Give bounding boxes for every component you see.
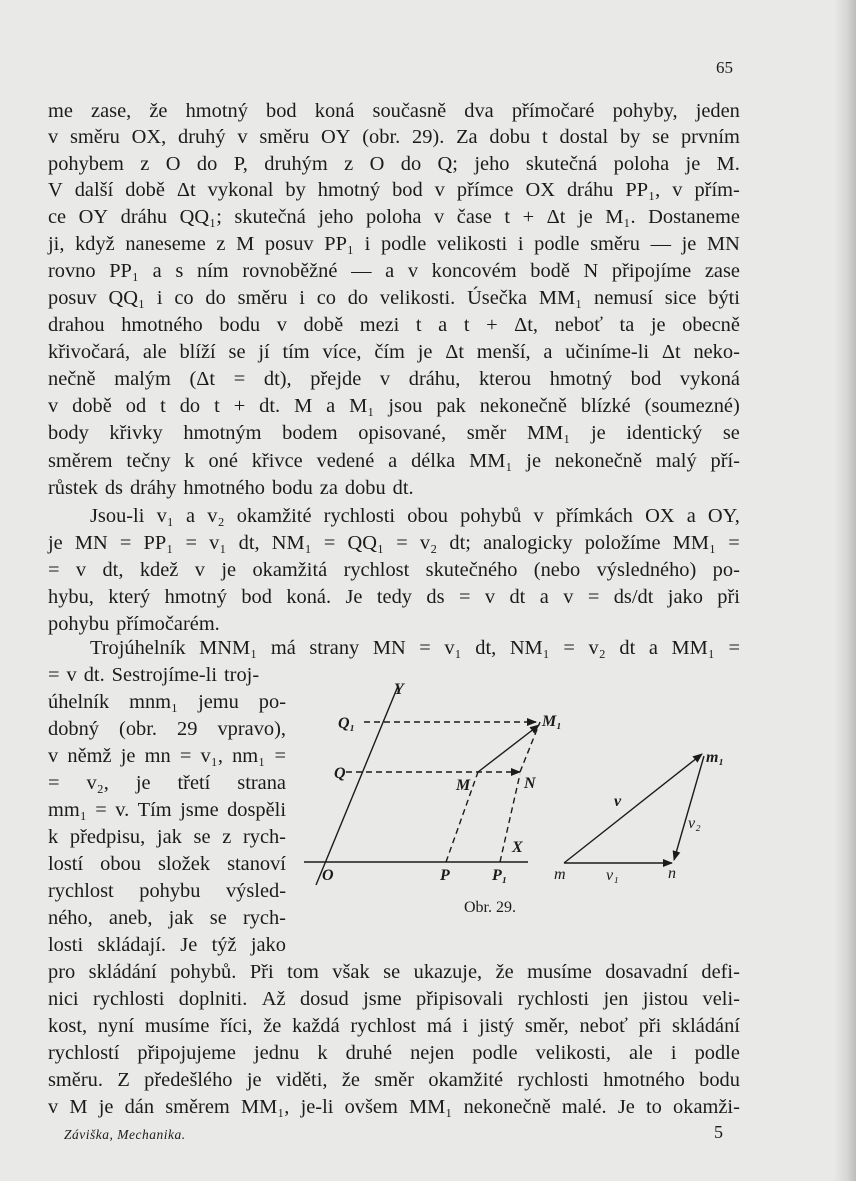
text-line: pohybu přímočarém. (48, 613, 220, 635)
text-line: v době od t do t + dt. M a M₁ jsou pak nekonečně blízké (soumezné) (48, 395, 740, 417)
label-y: Y (394, 681, 404, 698)
text-line: = v dt. Sestrojíme-li troj- (48, 664, 260, 686)
text-line: ného, aneb, jak se rych- (48, 907, 286, 929)
text-line: ji, když naneseme z M posuv PP₁ i podle velikosti i podle směru — je MN (48, 233, 740, 255)
text-line: rovno PP₁ a s ním rovnoběžné — a v koncovém bodě N připojíme zase (48, 260, 740, 282)
text-line: Trojúhelník MNM₁ má strany MN = v₁ dt, NM₁ = v₂ dt a MM₁ = (90, 637, 740, 659)
text-line: lostí obou složek stanoví (48, 853, 286, 875)
text-line: drahou hmotného bodu v době mezi t a t + Δt, neboť ta je obecně (48, 314, 740, 336)
label-v2: v₂ (688, 815, 701, 832)
text-line: v němž je mn = v₁, nm₁ = (48, 745, 286, 767)
vector-v (564, 754, 702, 863)
label-m: M (456, 777, 471, 794)
label-p: P (440, 867, 450, 884)
text-line: nici rychlosti doplniti. Až dosud jsme připisovali rychlosti jen jistou veli- (48, 988, 740, 1010)
dashed-n-m1 (520, 722, 540, 772)
y-axis (316, 686, 398, 885)
text-line: pro skládání pohybů. Při tom však se ukazuje, že musíme dosavadní defi- (48, 961, 740, 983)
figure-29 (296, 680, 742, 930)
text-line: v směru OX, druhý v směru OY (obr. 29). Za dobu t dostal by se prvním (48, 126, 740, 148)
footer-signature: 5 (714, 1122, 723, 1142)
page-edge-shadow (834, 0, 856, 1181)
text-line: = v dt, kdež v je okamžitá rychlost skutečného (nebo výsledného) po- (48, 559, 740, 581)
label-q: Q (334, 765, 346, 782)
text-line: kost, nyní musíme říci, že každá rychlost má i jistý směr, neboť při skládání (48, 1015, 740, 1037)
text-line: směru. Z předešlého je viděti, že směr okamžité rychlosti hmotného bodu (48, 1069, 740, 1091)
text-line: V další době Δt vykonal by hmotný bod v přímce OX dráhu PP₁, v přím- (48, 179, 740, 201)
text-line: rychlostí připojujeme jednu k druhé nejen podle velikosti, ale i podle (48, 1042, 740, 1064)
text-line: body křivky hmotným bodem opisované, směr MM₁ je identický se (48, 422, 740, 444)
text-line: k předpisu, jak se z rych- (48, 826, 286, 848)
page-number: 65 (716, 58, 733, 77)
text-line: křivočará, ale blíží se jí tím více, čím je Δt menší, a učiníme-li Δt neko- (48, 341, 740, 363)
text-line: nečně malým (Δt = dt), přejde v dráhu, kterou hmotný bod vykoná (48, 368, 740, 390)
label-o: O (322, 867, 334, 884)
label-m1: M₁ (542, 713, 562, 730)
text-line: směrem tečny k oné křivce vedené a délka MM₁ je nekonečně malý pří- (48, 450, 740, 472)
text-line: posuv QQ₁ i co do směru i co do velikosti. Úsečka MM₁ nemusí sice býti (48, 287, 740, 309)
label-v1: v₁ (606, 867, 619, 884)
text-line: mm₁ = v. Tím jsme dospěli (48, 799, 286, 821)
figure-caption: Obr. 29. (464, 899, 516, 916)
label-m-small: m (554, 866, 566, 883)
label-n-small: n (668, 865, 676, 882)
text-line: pohybem z O do P, druhým z O do Q; jeho skutečná poloha je M. (48, 153, 740, 175)
text-line: hybu, který hmotný bod koná. Je tedy ds = v dt a v = ds/dt jako při (48, 586, 740, 608)
text-line: dobný (obr. 29 vpravo), (48, 718, 286, 740)
label-m1-small: m₁ (706, 749, 725, 766)
label-p1: P₁ (492, 867, 508, 884)
label-q1: Q₁ (338, 715, 356, 732)
text-line: v M je dán směrem MM₁, je-li ovšem MM₁ nekonečně malé. Je to okamži- (48, 1096, 740, 1118)
text-line: me zase, že hmotný bod koná současně dva přímočaré pohyby, jeden (48, 100, 740, 122)
vector-v2 (674, 756, 704, 860)
text-line: úhelník mnm₁ jemu po- (48, 691, 286, 713)
text-line: = v₂, je třetí strana (48, 772, 286, 794)
footer-book-title: Záviška, Mechanika. (64, 1127, 186, 1142)
text-line: rychlost pohybu výsled- (48, 880, 286, 902)
text-line: Jsou-li v₁ a v₂ okamžité rychlosti obou pohybů v přímkách OX a OY, (90, 505, 740, 527)
text-line: ce OY dráhu QQ₁; skutečná jeho poloha v čase t + Δt je M₁. Dostaneme (48, 206, 740, 228)
label-n: N (524, 775, 536, 792)
label-x: X (512, 839, 523, 856)
text-line: růstek ds dráhy hmotného bodu za dobu dt. (48, 477, 414, 499)
text-line: losti skládají. Je týž jako (48, 934, 286, 956)
text-line: je MN = PP₁ = v₁ dt, NM₁ = QQ₁ = v₂ dt; analogicky položíme MM₁ = (48, 532, 740, 554)
label-v: v (614, 793, 622, 810)
